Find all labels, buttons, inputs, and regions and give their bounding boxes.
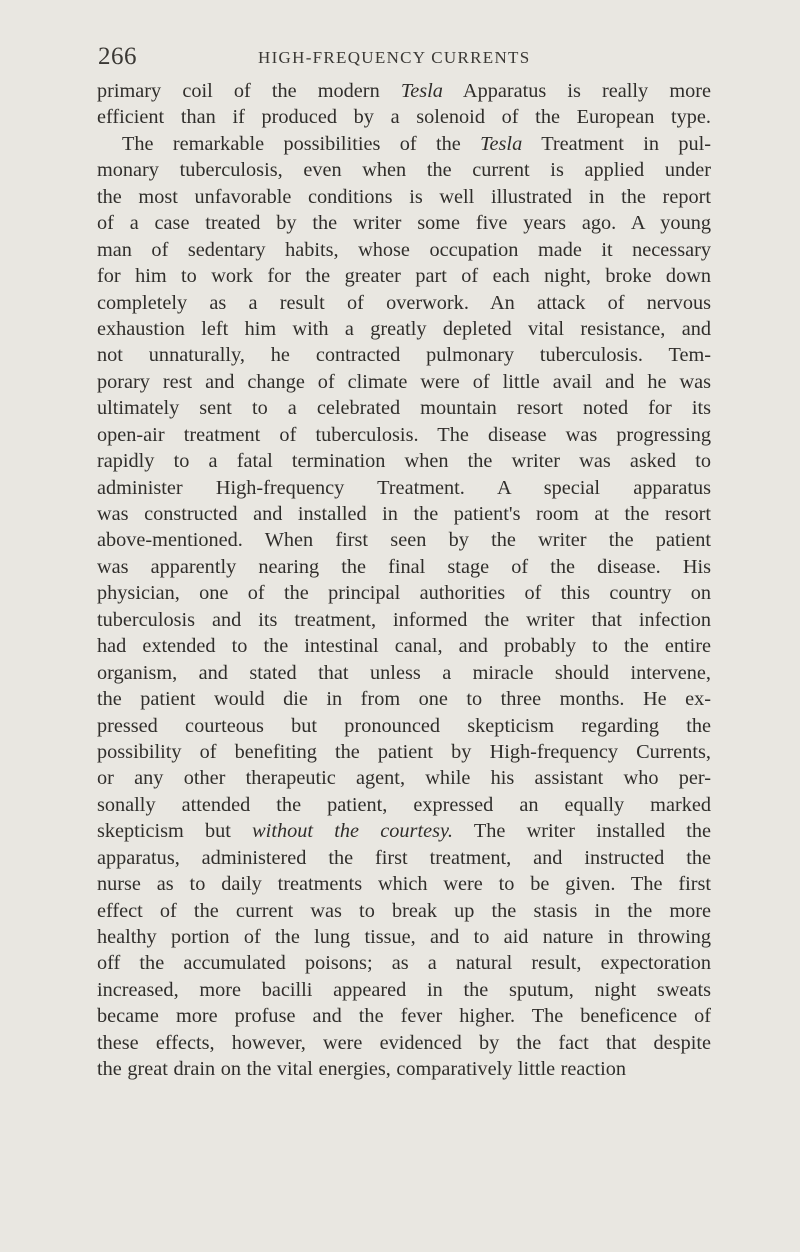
page-number: 266 <box>98 43 137 70</box>
text-line <box>97 395 711 421</box>
text-line <box>97 210 711 236</box>
text-line <box>97 422 711 448</box>
text-line <box>97 237 711 263</box>
text-segment: was apparently nearing the final stage of the disease. His <box>97 555 711 578</box>
text-segment: Apparatus is really more <box>442 80 711 102</box>
text-segment: not unnaturally, he contracted pulmonary tuberculosis. Tem- <box>97 344 711 367</box>
text-line <box>97 369 711 395</box>
text-segment: was constructed and installed in the patient's room at the resort <box>97 503 711 525</box>
text-line <box>97 342 711 368</box>
text-line <box>97 633 711 659</box>
text-line <box>97 263 711 289</box>
text-segment: or any other therapeutic agent, while his assistant who per- <box>97 767 711 790</box>
text-segment: Treatment in pul- <box>522 132 711 155</box>
text-segment: of a case treated by the writer some five years ago. A young <box>97 212 711 235</box>
text-segment: effect of the current was to break up the stasis in the more <box>97 899 711 922</box>
italic-segment: Tesla <box>480 132 523 155</box>
text-segment: rapidly to a fatal termination when the writer was asked to <box>97 450 711 473</box>
text-line <box>97 501 711 527</box>
text-line <box>97 448 711 474</box>
text-line <box>97 1003 711 1029</box>
text-line <box>97 818 711 844</box>
text-segment: became more profuse and the fever higher. The beneficence of <box>97 1005 711 1028</box>
text-segment: for him to work for the greater part of each night, broke down <box>97 265 711 288</box>
text-line <box>97 316 711 342</box>
body-text <box>97 78 711 1083</box>
text-segment: possibility of benefiting the patient by High-frequency Currents, <box>97 740 711 763</box>
text-segment: apparatus, administered the first treatment, and instructed the <box>97 846 711 869</box>
text-segment: exhaustion left him with a greatly depleted vital resistance, and <box>97 317 711 340</box>
text-line <box>97 977 711 1003</box>
text-segment: healthy portion of the lung tissue, and to aid nature in throwing <box>97 926 711 948</box>
text-segment: administer High-frequency Treatment. A special apparatus <box>97 476 711 499</box>
text-segment: had extended to the intestinal canal, and probably to the entire <box>97 635 711 658</box>
text-segment: primary coil of the modern <box>97 80 401 102</box>
text-line <box>97 184 711 210</box>
text-segment: the most unfavorable conditions is well illustrated in the report <box>97 185 711 208</box>
text-line <box>97 686 711 712</box>
text-segment: skepticism but <box>97 820 253 843</box>
text-line <box>97 157 711 183</box>
text-line <box>97 104 711 130</box>
text-segment: organism, and stated that unless a miracle should intervene, <box>97 661 711 684</box>
text-line <box>97 607 711 633</box>
text-line <box>97 131 711 157</box>
text-segment: nurse as to daily treatments which were to be given. The first <box>97 873 711 896</box>
text-segment: ultimately sent to a celebrated mountain resort noted for its <box>97 397 711 420</box>
text-line <box>97 871 711 897</box>
text-segment: man of sedentary habits, whose occupation made it necessary <box>97 238 711 261</box>
text-line <box>97 78 711 104</box>
text-line <box>97 660 711 686</box>
text-segment: monary tuberculosis, even when the current is applied under <box>97 159 711 182</box>
text-segment: above-mentioned. When first seen by the writer the patient <box>97 529 711 552</box>
running-head <box>82 40 722 74</box>
italic-segment: without the courtesy. <box>252 820 453 843</box>
text-line <box>97 765 711 791</box>
italic-segment: Tesla <box>400 80 443 102</box>
text-line <box>97 554 711 580</box>
text-segment: efficient than if produced by a solenoid of the European type. <box>97 106 711 129</box>
text-segment: sonally attended the patient, expressed an equally marked <box>97 793 711 816</box>
text-line <box>97 713 711 739</box>
text-line <box>97 845 711 871</box>
text-line <box>97 792 711 818</box>
text-line <box>97 527 711 553</box>
text-segment: increased, more bacilli appeared in the sputum, night sweats <box>97 978 711 1001</box>
text-line <box>97 1030 711 1056</box>
text-segment: completely as a result of overwork. An attack of nervous <box>97 291 711 314</box>
text-segment: tuberculosis and its treatment, informed the writer that infection <box>97 608 711 631</box>
text-line <box>97 1056 711 1082</box>
text-segment: the great drain on the vital energies, comparatively little reaction <box>97 1058 626 1081</box>
text-line <box>97 475 711 501</box>
text-segment: physician, one of the principal authorities of this country on <box>97 582 711 605</box>
text-segment: pressed courteous but pronounced skepticism regarding the <box>97 714 711 737</box>
running-title: HIGH-FREQUENCY CURRENTS <box>258 48 531 67</box>
text-line <box>97 898 711 924</box>
text-segment: off the accumulated poisons; as a natural result, expectoration <box>97 952 711 975</box>
text-segment: The writer installed the <box>452 820 711 843</box>
text-segment: these effects, however, were evidenced by the fact that despite <box>97 1031 711 1054</box>
text-line <box>97 924 711 950</box>
text-line <box>97 950 711 976</box>
text-line <box>97 580 711 606</box>
text-segment: porary rest and change of climate were of little avail and he was <box>97 370 711 393</box>
text-line <box>97 290 711 316</box>
text-segment: The remarkable possibilities of the <box>122 132 481 155</box>
text-segment: open-air treatment of tuberculosis. The disease was progressing <box>97 423 711 446</box>
text-line <box>97 739 711 765</box>
text-segment: the patient would die in from one to three months. He ex- <box>97 688 711 711</box>
